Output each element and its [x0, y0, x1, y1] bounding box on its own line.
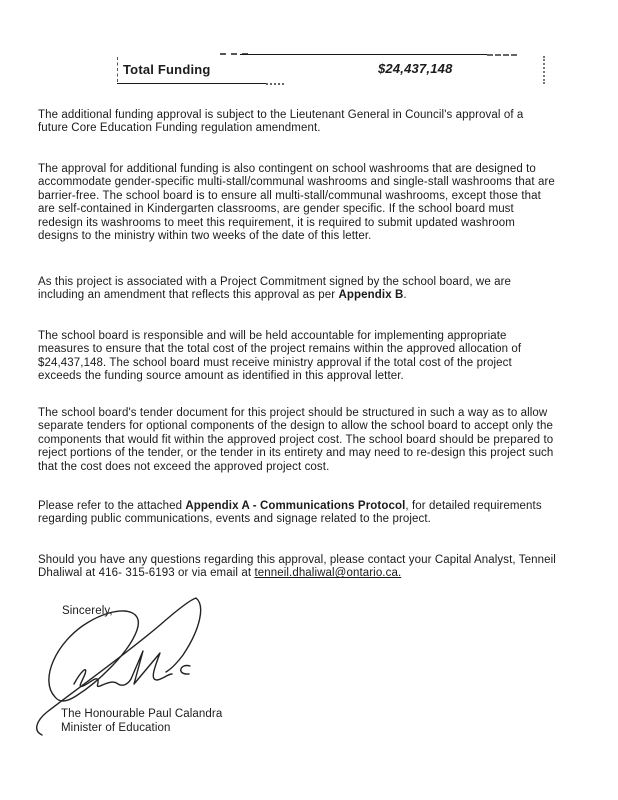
table-border-bottom-dots: [266, 83, 284, 85]
email-address: tenneil.dhaliwal@ontario.ca.: [254, 567, 402, 580]
table-border-bottom: [117, 83, 267, 84]
closing-salutation: Sincerely,: [62, 605, 113, 617]
signature-hook-stroke: [181, 666, 190, 675]
appendix-b-reference: Appendix B: [338, 289, 404, 302]
paragraph-project-commitment: [38, 276, 556, 303]
table-border-top: [240, 54, 490, 55]
paragraph-tender-structure: [38, 407, 556, 474]
text-run: Please refer to the attached: [38, 500, 186, 512]
signatory-title: Minister of Education: [61, 722, 171, 734]
paragraph-washroom-requirements: [38, 163, 556, 243]
text-run: , for detailed requirements regarding public communications, events and signage related to the project.: [38, 500, 542, 526]
text-run: As this project is associated with a Project Commitment signed by the school board, we are including an amendment that reflects this approval as per: [38, 276, 512, 302]
text-run: The additional funding approval is subject to the Lieutenant General in Council's approval of a future Core Education Funding regulation amendment.: [38, 109, 524, 135]
paragraph-regulation-amendment: [38, 109, 556, 136]
paragraph-contact-info: [38, 554, 556, 581]
appendix-a-reference: Appendix A - Communications Protocol: [185, 500, 406, 512]
table-border-left: [117, 57, 118, 82]
text-run: The approval for additional funding is also contingent on school washrooms that are designed to accommodate gender-specific multi-stall/communal washrooms and single-stall washrooms that are barrier-free. The school board is to ensure all multi-stall/communal washrooms, except those that are self-contained in Kindergarten classrooms, are gender specific. If the school board must redesign its washrooms to meet this requirement, it is required to submit updated washroom designs to the ministry within two weeks of the date of this letter.: [38, 163, 555, 243]
text-run: Should you have any questions regarding this approval, please contact your Capital Analyst, Tenneil Dhaliwal at 416- 315-6193 or via email at: [38, 554, 556, 580]
text-run: The school board's tender document for this project should be structured in such a way as to allow separate tenders for optional components of the design to allow the school board to accept only the components that would fit within the approved project cost. The school board should be prepared to reject portions of the tender, or the tender in its entirety and may need to re-design this project such that the cost does not exceed the approved project cost.: [38, 407, 554, 473]
funding-table-value: $24,437,148: [378, 61, 453, 76]
signature-oval-stroke: [49, 611, 138, 701]
funding-table-label: Total Funding: [123, 62, 211, 77]
text-run: .: [403, 289, 407, 302]
signatory-name: The Honourable Paul Calandra: [61, 708, 223, 720]
text-run: The school board is responsible and will be held accountable for implementing appropriate measures to ensure that the total cost of the project remains within the approved allocation of $24,437,148. The school board must receive ministry approval if the total cost of the project exceeds the funding source amount as identified in this approval letter.: [38, 330, 522, 383]
paragraph-communications-protocol: [38, 500, 556, 527]
table-border-top-right-dash: [487, 54, 517, 56]
paragraph-cost-accountability: [38, 330, 556, 384]
table-border-right: [543, 56, 545, 84]
